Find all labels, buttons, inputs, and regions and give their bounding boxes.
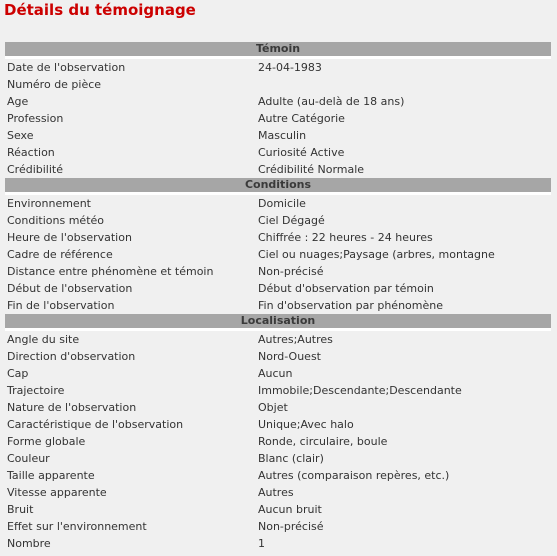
row-value: Non-précisé [258, 265, 324, 278]
table-row [5, 382, 551, 399]
section-header: Conditions [5, 178, 551, 195]
row-value: Curiosité Active [258, 146, 345, 159]
table-row [5, 263, 551, 280]
row-label: Couleur [7, 452, 50, 465]
row-label: Distance entre phénomène et témoin [7, 265, 214, 278]
row-value: Début d'observation par témoin [258, 282, 434, 295]
row-value: Immobile;Descendante;Descendante [258, 384, 462, 397]
table-row [5, 501, 551, 518]
row-value: 24-04-1983 [258, 61, 322, 74]
row-label: Effet sur l'environnement [7, 520, 147, 533]
row-label: Profession [7, 112, 64, 125]
section-header: Localisation [5, 314, 551, 331]
row-label: Nombre [7, 537, 51, 550]
table-row [5, 484, 551, 501]
row-label: Sexe [7, 129, 34, 142]
row-label: Environnement [7, 197, 91, 210]
row-value: Ciel ou nuages;Paysage (arbres, montagne [258, 248, 495, 261]
table-row [5, 229, 551, 246]
row-label: Nature de l'observation [7, 401, 137, 414]
row-label: Date de l'observation [7, 61, 126, 74]
table-row [5, 127, 551, 144]
row-value: Ronde, circulaire, boule [258, 435, 388, 448]
table-row [5, 246, 551, 263]
row-label: Forme globale [7, 435, 86, 448]
row-label: Numéro de pièce [7, 78, 102, 91]
page-title: Détails du témoignage [4, 1, 196, 19]
row-label: Vitesse apparente [7, 486, 107, 499]
table-row [5, 331, 551, 348]
row-label: Heure de l'observation [7, 231, 132, 244]
table-row [5, 195, 551, 212]
row-value: Autre Catégorie [258, 112, 345, 125]
table-row [5, 467, 551, 484]
table-row [5, 399, 551, 416]
row-label: Taille apparente [7, 469, 95, 482]
row-value: Nord-Ouest [258, 350, 321, 363]
row-value: Blanc (clair) [258, 452, 324, 465]
row-label: Fin de l'observation [7, 299, 115, 312]
row-value: Fin d'observation par phénomène [258, 299, 443, 312]
row-value: Aucun bruit [258, 503, 322, 516]
row-label: Réaction [7, 146, 55, 159]
row-value: Ciel Dégagé [258, 214, 325, 227]
table-row [5, 365, 551, 382]
row-label: Bruit [7, 503, 34, 516]
table-row [5, 535, 551, 552]
section-temoin [5, 42, 551, 178]
row-value: Autres (comparaison repères, etc.) [258, 469, 450, 482]
row-label: Age [7, 95, 29, 108]
row-value: Masculin [258, 129, 307, 142]
row-value: Crédibilité Normale [258, 163, 365, 176]
row-value: Non-précisé [258, 520, 324, 533]
row-value: Domicile [258, 197, 306, 210]
row-value: Objet [258, 401, 288, 414]
table-row [5, 144, 551, 161]
table-row [5, 76, 551, 93]
row-label: Direction d'observation [7, 350, 136, 363]
table-row [5, 161, 551, 178]
row-label: Caractéristique de l'observation [7, 418, 184, 431]
row-label: Début de l'observation [7, 282, 133, 295]
table-row [5, 433, 551, 450]
section-header: Témoin [5, 42, 551, 59]
row-value: Aucun [258, 367, 293, 380]
row-value: Adulte (au-delà de 18 ans) [258, 95, 405, 108]
row-label: Trajectoire [7, 384, 65, 397]
row-value: Unique;Avec halo [258, 418, 354, 431]
table-row [5, 348, 551, 365]
table-row [5, 297, 551, 314]
table-row [5, 280, 551, 297]
row-label: Cap [7, 367, 29, 380]
row-value: Autres [258, 486, 294, 499]
table-row [5, 212, 551, 229]
row-label: Conditions météo [7, 214, 105, 227]
table-row [5, 93, 551, 110]
row-value: Chiffrée : 22 heures - 24 heures [258, 231, 433, 244]
table-row [5, 450, 551, 467]
table-row [5, 110, 551, 127]
table-row [5, 416, 551, 433]
details-table [5, 42, 551, 552]
row-label: Cadre de référence [7, 248, 113, 261]
row-label: Crédibilité [7, 163, 63, 176]
section-conditions [5, 178, 551, 314]
section-localisation [5, 314, 551, 552]
row-value: 1 [258, 537, 265, 550]
row-value: Autres;Autres [258, 333, 333, 346]
table-row [5, 59, 551, 76]
table-row [5, 518, 551, 535]
row-label: Angle du site [7, 333, 80, 346]
